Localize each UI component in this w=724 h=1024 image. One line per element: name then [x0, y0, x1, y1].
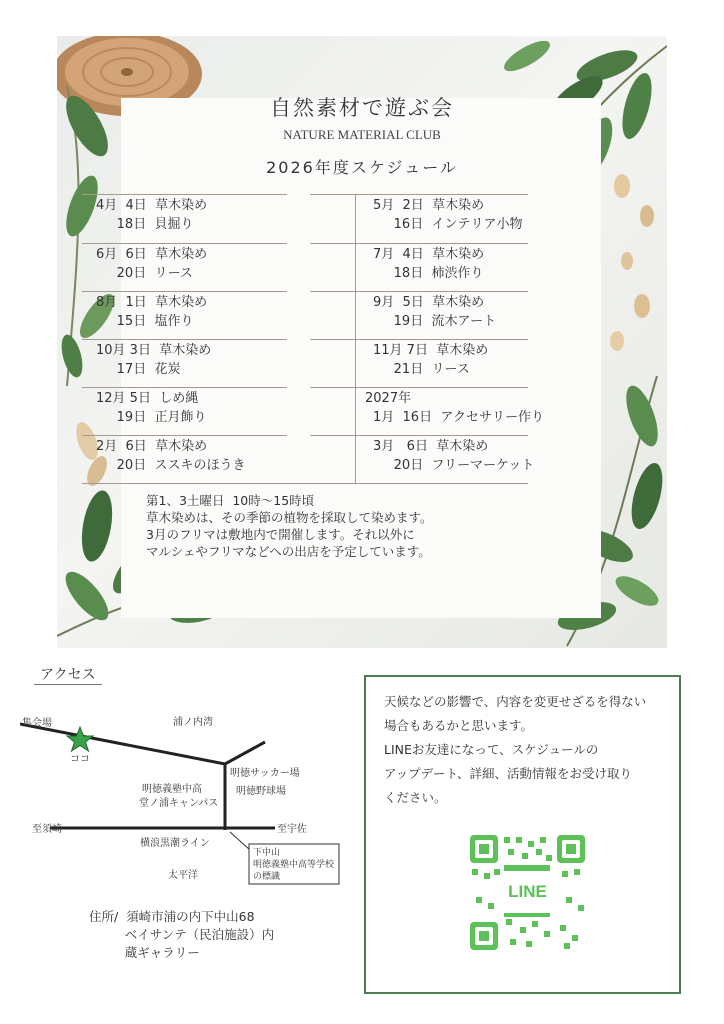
map-label: の標識: [253, 872, 281, 882]
schedule-grid: [82, 194, 544, 484]
schedule-cell: 2027年 1月 16日 アクセサリー作り: [365, 391, 544, 425]
map-label: 明徳野球場: [236, 786, 286, 797]
schedule-notes: [146, 492, 433, 560]
star-icon: [67, 727, 93, 751]
map-label: 至宇佐: [277, 824, 307, 835]
info-line: ください。: [384, 790, 447, 805]
map-label: 集会場: [22, 718, 52, 729]
address-line: 蔵ギャラリー: [89, 945, 200, 960]
info-text: [384, 690, 646, 810]
info-line: LINEお友達になって、スケジュールの: [384, 742, 599, 757]
info-box: [364, 675, 681, 994]
schedule-cell: 6月 6日 草木染め 20日 リース: [96, 247, 208, 281]
map-label: 至須崎: [32, 824, 62, 835]
schedule-heading: 2026年度スケジュール: [266, 158, 458, 177]
schedule-cell: 8月 1日 草木染め 15日 塩作り: [96, 295, 208, 329]
map-label: 下中山: [253, 848, 281, 858]
schedule-cell: 5月 2日 草木染め 16日 インテリア小物: [373, 198, 523, 232]
schedule-cell: 4月 4日 草木染め 18日 貝掘り: [96, 198, 208, 232]
note-line: 3月のフリマは敷地内で開催します。それ以外に: [146, 527, 415, 542]
qr-line-label: LINE: [508, 882, 547, 901]
address: [89, 908, 274, 962]
page-subtitle: NATURE MATERIAL CLUB: [283, 127, 441, 142]
seeds-icon: [602, 166, 667, 396]
access-map: [20, 700, 340, 900]
schedule-cell: 11月 7日 草木染め 21日 リース: [373, 343, 489, 377]
schedule-cell: 12月 5日 しめ縄 19日 正月飾り: [96, 391, 207, 425]
schedule-cell: 9月 5日 草木染め 19日 流木アート: [373, 295, 497, 329]
note-line: 第1、3土曜日 10時～15時頃: [146, 493, 315, 508]
map-label: 堂ノ浦キャンパス: [139, 798, 219, 809]
schedule-cell: 7月 4日 草木染め 18日 柿渋作り: [373, 247, 485, 281]
note-line: マルシェやフリマなどへの出店を予定しています。: [146, 544, 431, 559]
schedule-cell: 3月 6日 草木染め 20日 フリーマーケット: [373, 439, 535, 473]
map-label: 明徳義塾中高等学校: [253, 860, 335, 870]
address-line: ベイサンテ（民泊施設）内: [89, 927, 275, 942]
schedule-cell: 10月 3日 草木染め 17日 花炭: [96, 343, 212, 377]
info-line: アップデート、詳細、活動情報をお受け取り: [384, 766, 633, 781]
map-label: 明徳サッカー場: [230, 768, 300, 779]
map-label: 浦ノ内湾: [173, 717, 213, 728]
line-qr-code[interactable]: [470, 835, 585, 950]
schedule-cell: 2月 6日 草木染め 20日 ススキのほうき: [96, 439, 246, 473]
address-line: 住所/ 須崎市浦の内下中山68: [89, 909, 255, 924]
info-line: 天候などの影響で、内容を変更せざるを得ない: [384, 694, 647, 709]
map-label: 横浪黒潮ライン: [140, 838, 210, 849]
info-line: 場合もあるかと思います。: [384, 718, 534, 733]
map-label: ココ: [70, 754, 90, 765]
note-line: 草木染めは、その季節の植物を採取して染めます。: [146, 510, 433, 525]
map-label: 太平洋: [168, 870, 198, 881]
access-underline: [34, 684, 102, 685]
page-title: 自然素材で遊ぶ会: [270, 96, 454, 120]
map-label: 明徳義塾中高: [142, 784, 202, 795]
access-title: アクセス: [40, 667, 96, 683]
